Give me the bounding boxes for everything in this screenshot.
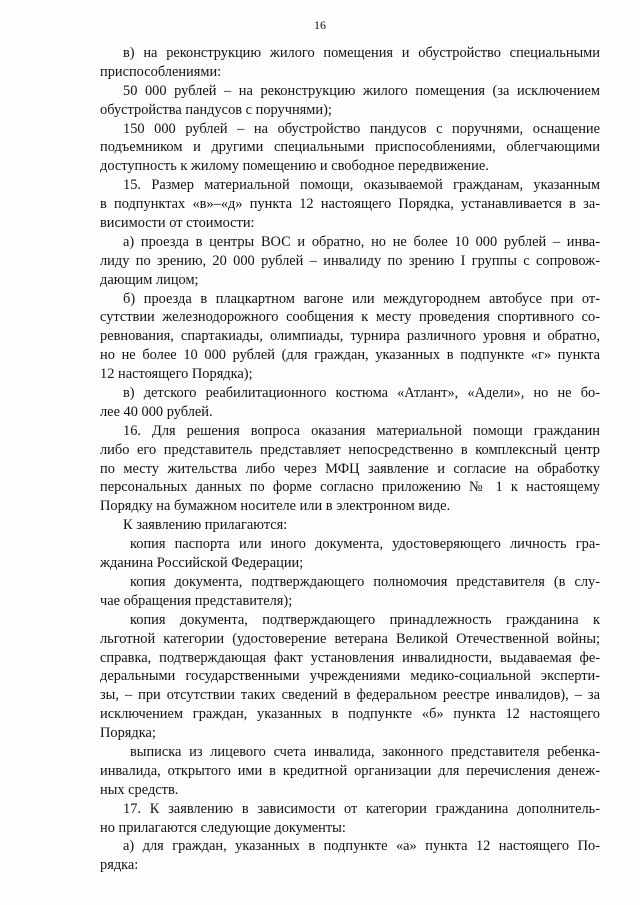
text-line: ревнования, спартакиады, олимпиады, турнира различного уровня и обратно,	[100, 328, 600, 345]
text-line: исключением граждан, указанных в подпункте «б» пункта 12 настоящего	[100, 706, 600, 723]
text-line: лее 40 000 рублей.	[100, 403, 213, 420]
text-line: 15. Размер материальной помощи, оказываемой гражданам, указанным	[123, 177, 600, 194]
text-line: копия паспорта или иного документа, удостоверяющего личность гра-	[130, 536, 600, 553]
text-line: 50 000 рублей – на реконструкцию жилого помещения (за исключением	[123, 82, 600, 99]
text-line: К заявлению прилагаются:	[123, 517, 288, 534]
text-line: в) на реконструкцию жилого помещения и обустройство специальными	[123, 45, 600, 61]
text-line: инвалида, открытого ими в кредитной организации для перечисления денеж-	[100, 762, 600, 779]
page-number: 16	[314, 18, 326, 32]
text-line: 16. Для решения вопроса оказания материальной помощи гражданин	[123, 422, 600, 439]
text-line: висимости от стоимости:	[100, 215, 255, 232]
text-line: Порядка;	[100, 725, 156, 742]
text-line: 12 настоящего Порядка);	[100, 366, 253, 383]
text-line: выписка из лицевого счета инвалида, законного представителя ребенка-	[130, 743, 600, 760]
text-line: а) для граждан, указанных в подпункте «а» пункта 12 настоящего По-	[123, 838, 600, 855]
text-line: копия документа, подтверждающего полномочия представителя (в слу-	[130, 573, 600, 590]
text-line: зы, – при отсутствии таких сведений в федеральном реестре инвалидов), – за	[100, 687, 600, 704]
text-line: сутствии железнодорожного сообщения к месту проведения спортивного со-	[100, 309, 600, 326]
text-line: Порядку на бумажном носителе или в электронном виде.	[100, 498, 451, 515]
text-line: в подпунктах «в»–«д» пункта 12 настоящего Порядка, устанавливается в за-	[100, 196, 600, 213]
text-line: 150 000 рублей – на обустройство пандусов с поручнями, оснащение	[123, 120, 600, 137]
text-line: деральными государственными учреждениями медико-социальной эксперти-	[100, 668, 600, 685]
text-line: подъемником и другими специальными приспособлениями, облегчающими	[100, 139, 600, 156]
text-line: персональных данных по форме согласно приложению № 1 к настоящему	[100, 479, 600, 496]
text-line: чае обращения представителя);	[100, 592, 293, 609]
text-line: ных средств.	[100, 781, 179, 798]
text-line: доступность к жилому помещению и свободное передвижение.	[100, 158, 489, 175]
text-line: 17. К заявлению в зависимости от категории гражданина дополнитель-	[123, 800, 600, 817]
text-line: рядка:	[100, 857, 139, 874]
document-body	[100, 44, 600, 875]
text-line: жданина Российской Федерации;	[100, 555, 304, 572]
text-line: в) детского реабилитационного костюма «Атлант», «Адели», но не бо-	[123, 385, 600, 402]
text-line: но прилагаются следующие документы:	[100, 819, 346, 836]
text-line: лиду по зрению, 20 000 рублей – инвалиду по зрению I группы с сопровож-	[100, 252, 600, 269]
text-line: приспособлениями:	[100, 63, 222, 80]
text-line: справка, подтверждающая факт установления инвалидности, выдаваемая фе-	[100, 649, 600, 666]
text-line: по месту жительства либо через МФЦ заявление и согласие на обработку	[100, 460, 600, 477]
text-line: но не более 10 000 рублей (для граждан, указанных в подпункте «г» пункта	[100, 347, 600, 364]
text-line: льготной категории (удостоверение ветерана Великой Отечественной войны;	[100, 630, 600, 647]
text-line: дающим лицом;	[100, 271, 199, 288]
text-line: а) проезда в центры ВОС и обратно, но не более 10 000 рублей – инва-	[123, 233, 600, 250]
text-line: б) проезда в плацкартном вагоне или междугороднем автобусе при от-	[123, 290, 600, 307]
text-line: либо его представитель представляет непосредственно в комплексный центр	[100, 441, 600, 458]
text-line: копия документа, подтверждающего принадлежность гражданина к	[130, 611, 600, 628]
text-line: обустройства пандусов с поручнями);	[100, 101, 332, 118]
